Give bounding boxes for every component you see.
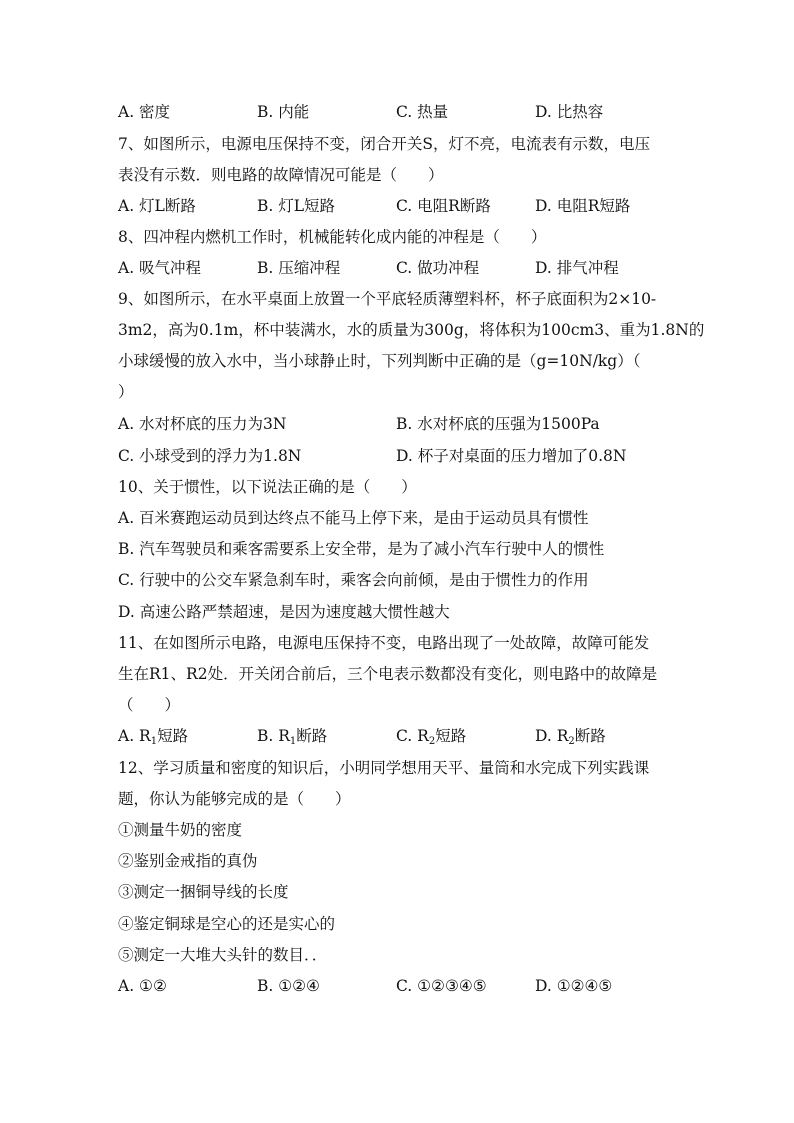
q12-stem-line-1: 12、学习质量和密度的知识后，小明同学想用天平、量筒和水完成下列实践课: [118, 759, 650, 777]
q12-options: [118, 976, 678, 996]
q7-option-a: A. 灯L断路: [118, 197, 196, 215]
q7-option-b: B. 灯L短路: [257, 197, 336, 215]
q9-option-c: C. 小球受到的浮力为1.8N: [118, 447, 302, 465]
q8-option-d: D. 排气冲程: [535, 259, 619, 277]
q6-options: [118, 102, 678, 122]
q12-item-5: ⑤测定一大堆大头针的数目．．: [118, 946, 328, 964]
q9-stem-line-2: 3m2，高为0.1m，杯中装满水，水的质量为300g，将体积为100cm3、重为1.8N的: [118, 321, 705, 339]
q11-option-c: C. $R_2$短路: [396, 727, 467, 747]
q9-stem-line-4: ）: [118, 383, 134, 401]
q12-item-3: ③测定一捆铜导线的长度: [118, 883, 289, 901]
q11-stem-line-1: 11、在如图所示电路，电源电压保持不变，电路出现了一处故障，故障可能发: [118, 634, 650, 652]
q8-option-c: C. 做功冲程: [396, 259, 480, 277]
q11-option-a: A. $R_1$短路: [118, 727, 189, 747]
q8-stem-line-1: 8、四冲程内燃机工作时，机械能转化成内能的冲程是（ ）: [118, 228, 547, 246]
q7-option-d: D. 电阻R短路: [535, 197, 631, 215]
q9-options-row-1: [118, 414, 678, 434]
q9-stem-line-1: 9、如图所示，在水平桌面上放置一个平底轻质薄塑料杯，杯子底面积为2×10-: [118, 290, 657, 308]
q7-option-c: C. 电阻R断路: [396, 197, 491, 215]
q11-option-d: D. $R_2$断路: [535, 727, 606, 747]
q6-option-a: A. 密度: [118, 103, 171, 121]
q9-option-b: B. 水对杯底的压强为1500Pa: [396, 415, 600, 433]
q12-stem-line-2: 题，你认为能够完成的是（ ）: [118, 790, 351, 808]
q7-stem-line-2: 表没有示数．则电路的故障情况可能是（ ）: [118, 166, 444, 184]
q12-item-2: ②鉴别金戒指的真伪: [118, 852, 258, 870]
q9-stem-line-3: 小球缓慢的放入水中，当小球静止时，下列判断中正确的是（g=10N/kg）（: [118, 352, 641, 370]
q8-option-a: A. 吸气冲程: [118, 259, 202, 277]
q11-options: [118, 726, 678, 746]
q10-option-a: A. 百米赛跑运动员到达终点不能马上停下来，是由于运动员具有惯性: [118, 509, 589, 527]
q11-option-b: B. $R_1$断路: [257, 727, 328, 747]
q12-item-1: ①测量牛奶的密度: [118, 821, 243, 839]
q12-option-c: C. ①②③④⑤: [396, 977, 487, 995]
q12-option-a: A. ①②: [118, 977, 167, 995]
q7-stem-line-1: 7、如图所示，电源电压保持不变，闭合开关S，灯不亮，电流表有示数，电压: [118, 135, 650, 153]
q8-option-b: B. 压缩冲程: [257, 259, 341, 277]
q8-options: [118, 258, 678, 278]
q10-option-d: D. 高速公路严禁超速，是因为速度越大惯性越大: [118, 603, 450, 621]
q9-option-a: A. 水对杯底的压力为3N: [118, 415, 287, 433]
q12-option-b: B. ①②④: [257, 977, 320, 995]
q10-stem: 10、关于惯性，以下说法正确的是（ ）: [118, 478, 417, 496]
q10-option-c: C. 行驶中的公交车紧急刹车时，乘客会向前倾，是由于惯性力的作用: [118, 571, 589, 589]
q10-option-b: B. 汽车驾驶员和乘客需要系上安全带，是为了减小汽车行驶中人的惯性: [118, 540, 605, 558]
q6-option-b: B. 内能: [257, 103, 310, 121]
q11-stem-line-3: （ ）: [118, 696, 181, 714]
q9-options-row-2: [118, 446, 678, 466]
q9-option-d: D. 杯子对桌面的压力增加了0.8N: [396, 447, 627, 465]
q11-stem-line-2: 生在R1、R2处．开关闭合前后，三个电表示数都没有变化，则电路中的故障是: [118, 665, 658, 683]
q6-option-c: C. 热量: [396, 103, 449, 121]
q12-option-d: D. ①②④⑤: [535, 977, 613, 995]
q12-item-4: ④鉴定铜球是空心的还是实心的: [118, 915, 336, 933]
q7-options: [118, 196, 678, 216]
q6-option-d: D. 比热容: [535, 103, 604, 121]
